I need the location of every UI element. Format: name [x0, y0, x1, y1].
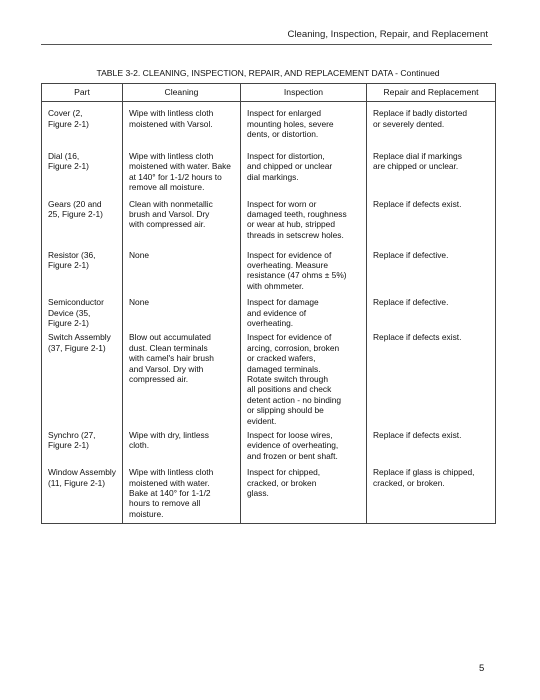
repair-cell: Replace if defects exist. — [367, 328, 496, 426]
table-row — [42, 145, 496, 193]
repair-cell: Replace dial if markings are chipped or unclear. — [367, 145, 496, 193]
data-table — [41, 83, 496, 524]
column-header-cleaning: Cleaning — [123, 84, 241, 102]
cleaning-cell: Wipe with lintless cloth moistened with Varsol. — [123, 102, 241, 145]
inspection-cell: Inspect for evidence of overheating. Measure resistance (47 ohms ± 5%) with ohmmeter. — [241, 244, 367, 292]
repair-cell: Replace if defects exist. — [367, 426, 496, 461]
inspection-cell: Inspect for enlarged mounting holes, severe dents, or distortion. — [241, 102, 367, 145]
cleaning-cell: None — [123, 244, 241, 292]
cleaning-cell: Wipe with dry, lintless cloth. — [123, 426, 241, 461]
table-caption: TABLE 3-2. CLEANING, INSPECTION, REPAIR, AND REPLACEMENT DATA - Continued — [96, 68, 440, 78]
inspection-cell: Inspect for chipped, cracked, or broken glass. — [241, 461, 367, 524]
column-header-repair: Repair and Replacement — [367, 84, 496, 102]
part-cell: Cover (2, Figure 2-1) — [42, 102, 123, 145]
cleaning-cell: Blow out accumulated dust. Clean terminals with camel's hair brush and Varsol. Dry with compressed air. — [123, 328, 241, 426]
table-header-row — [42, 84, 496, 102]
cleaning-cell: None — [123, 291, 241, 328]
table-row — [42, 291, 496, 328]
table-row — [42, 328, 496, 426]
part-cell: Synchro (27, Figure 2-1) — [42, 426, 123, 461]
inspection-cell: Inspect for damage and evidence of overheating. — [241, 291, 367, 328]
part-cell: Dial (16, Figure 2-1) — [42, 145, 123, 193]
repair-cell: Replace if badly distorted or severely dented. — [367, 102, 496, 145]
part-cell: Resistor (36, Figure 2-1) — [42, 244, 123, 292]
column-header-inspection: Inspection — [241, 84, 367, 102]
header-rule — [41, 44, 492, 45]
table-row — [42, 244, 496, 292]
repair-cell: Replace if defective. — [367, 291, 496, 328]
cleaning-cell: Wipe with lintless cloth moistened with water. Bake at 140° for 1-1/2 hours to remove all moisture. — [123, 145, 241, 193]
cleaning-cell: Clean with nonmetallic brush and Varsol. Dry with compressed air. — [123, 193, 241, 244]
repair-cell: Replace if defective. — [367, 244, 496, 292]
table-row — [42, 193, 496, 244]
inspection-cell: Inspect for loose wires, evidence of overheating, and frozen or bent shaft. — [241, 426, 367, 461]
part-cell: Switch Assembly (37, Figure 2-1) — [42, 328, 123, 426]
inspection-cell: Inspect for worn or damaged teeth, roughness or wear at hub, stripped threads in setscrew holes. — [241, 193, 367, 244]
table-row — [42, 426, 496, 461]
part-cell: Gears (20 and 25, Figure 2-1) — [42, 193, 123, 244]
column-header-part: Part — [42, 84, 123, 102]
inspection-cell: Inspect for evidence of arcing, corrosion, broken or cracked wafers, damaged terminals. Rotate switch through all positions and check detent action - no binding or slipping should be evident. — [241, 328, 367, 426]
running-header: Cleaning, Inspection, Repair, and Replacement — [287, 29, 488, 40]
table-row — [42, 461, 496, 524]
page-number: 5 — [479, 663, 485, 674]
table-row — [42, 102, 496, 145]
repair-cell: Replace if defects exist. — [367, 193, 496, 244]
part-cell: Window Assembly (11, Figure 2-1) — [42, 461, 123, 524]
part-cell: Semiconductor Device (35, Figure 2-1) — [42, 291, 123, 328]
inspection-cell: Inspect for distortion, and chipped or unclear dial markings. — [241, 145, 367, 193]
cleaning-cell: Wipe with lintless cloth moistened with water. Bake at 140° for 1-1/2 hours to remove all moisture. — [123, 461, 241, 524]
repair-cell: Replace if glass is chipped, cracked, or broken. — [367, 461, 496, 524]
